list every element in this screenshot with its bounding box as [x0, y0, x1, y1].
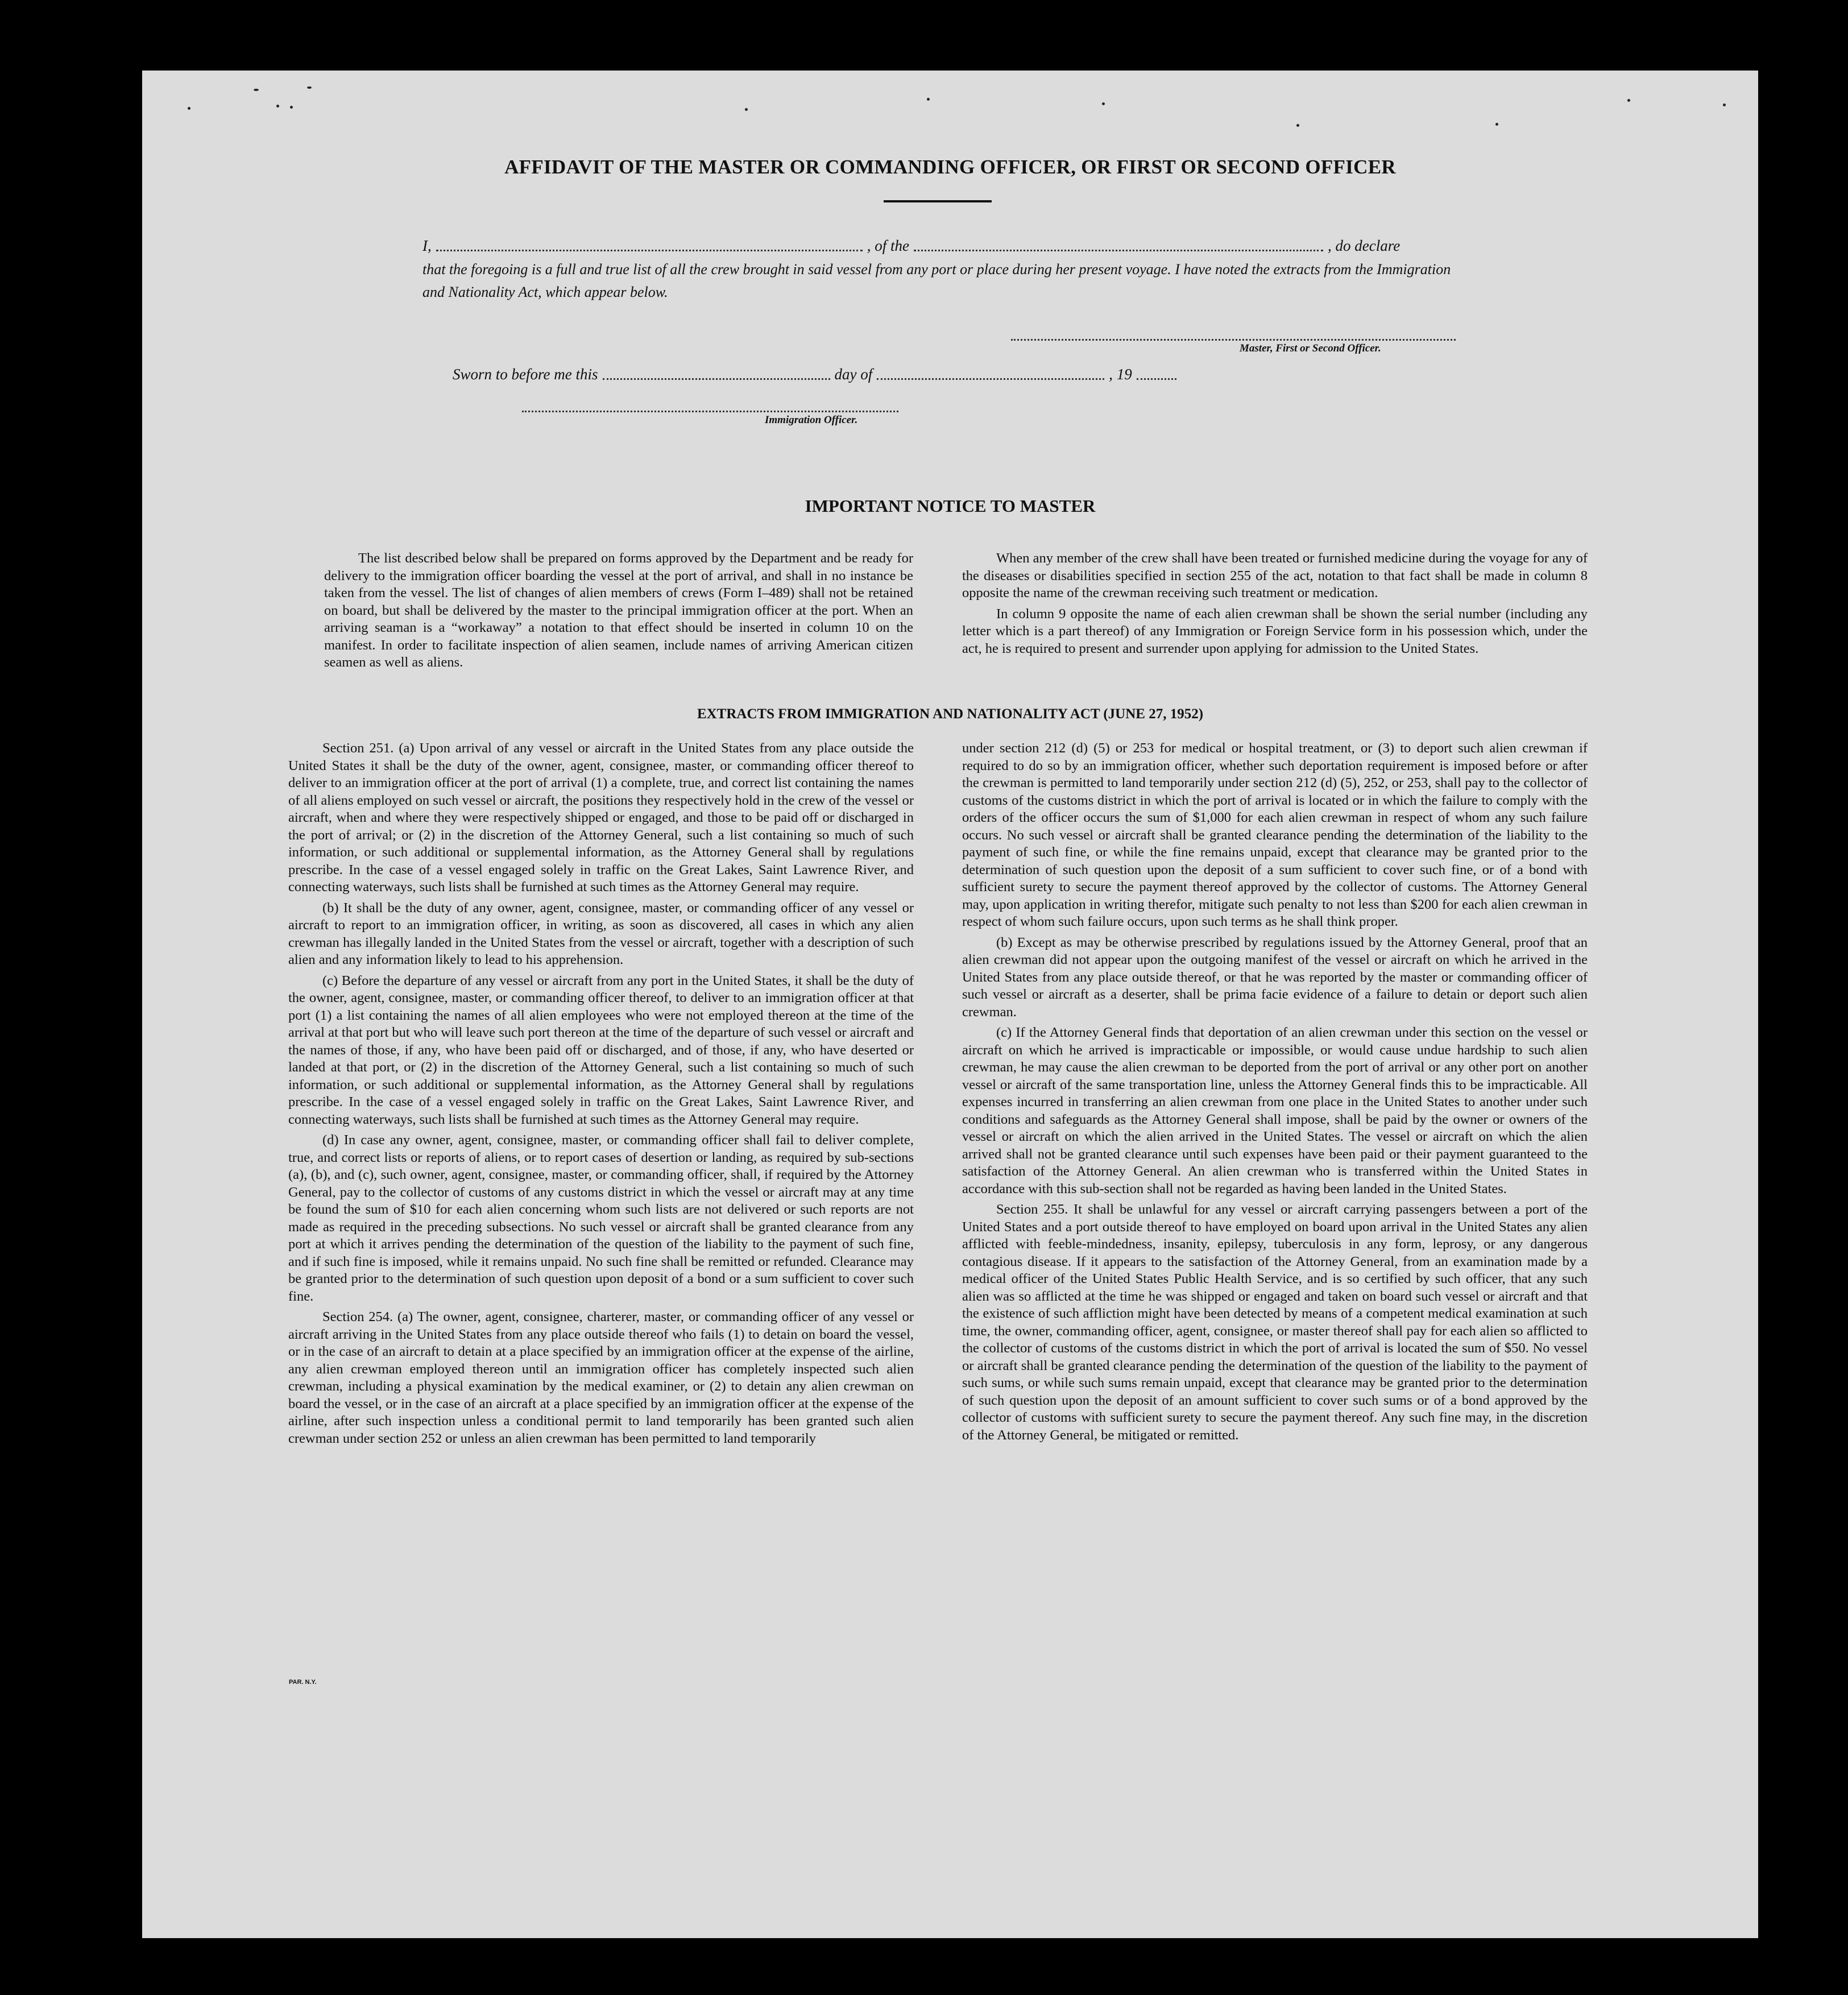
section-255: Section 255. It shall be unlawful for any vessel or aircraft carrying passengers between a port of the United States and a port outside thereof to have employed on board upon arrival in the United States any alien afflicted with feeble-mindedness, insanity, epilepsy, tuberculosis in any form, leprosy, or any dangerous contagious disease. If it appears to the satisfaction of the Attorney General, from an examination made by a medical officer of the United States Public Health Service, and is so certified by such officer, that any such alien was so afflicted at the time he was shipped or engaged and taken on board such vessel or aircraft and that the existence of such affliction might have been detected by means of a competent medical examination at such time, the owner, commanding officer, agent, consignee, or master thereof shall pay for each alien so afflicted to the collector of customs of the customs district in which the port of arrival is located the sum of $50. No vessel or aircraft shall be granted clearance pending the determination of the question of the liability to the payment of such sums, or while such sums remain unpaid, except that clearance may be granted prior to the determination of such question upon the deposit of an amount sufficient to cover such sums or of a bond approved by the collector of customs with sufficient surety to secure the payment thereof. Any such fine may, in the discretion of the Attorney General, be mitigated or remitted.	[962, 1202, 1588, 1443]
printer-mark: PAR. N.Y.	[289, 1679, 317, 1686]
vessel-field[interactable]	[914, 242, 1323, 251]
of-the-label: , of the	[867, 237, 909, 254]
year-label: , 19	[1109, 366, 1132, 383]
title-rule	[884, 200, 992, 202]
section-254a-continued: under section 212 (d) (5) or 253 for medical or hospital treatment, or (3) to deport such alien crewman if required to do so by an immigration officer, whether such deportation requirement is imposed before or after the crewman is permitted to land temporarily under section 212 (d) (5), 252, or 253, shall pay to the collector of customs of the customs district in which the port of arrival is located or in which the failure to comply with the orders of the officer occurs the sum of $1,000 for each alien crewman in respect of whom any such failure occurs. No such vessel or aircraft shall be granted clearance pending the determination of the liability to the payment of such fine, or while the fine remains unpaid, except that clearance may be granted prior to the determination of such question upon the deposit of a sum sufficient to cover such fine, or of a bond with sufficient surety to secure the payment thereof approved by the collector of customs. The Attorney General may, upon application in writing therefor, mitigate such penalty to not less than $200 for each alien crewman in respect of whom such failure occurs, upon such terms as he shall think proper.	[962, 740, 1588, 929]
declare-label: , do declare	[1328, 237, 1400, 254]
sworn-month-field[interactable]	[877, 370, 1104, 380]
form-page	[142, 71, 1758, 1938]
sworn-day-field[interactable]	[603, 370, 830, 380]
section-251c: (c) Before the departure of any vessel or aircraft from any port in the United States, it shall be the duty of the owner, agent, consignee, master, or commanding officer thereof, to deliver to an immigration officer at that port (1) a list containing the names of all alien employees who were not employed thereon at the time of the arrival at that port but who will leave such port thereon at the time of the departure of such vessel or aircraft and the names of those, if any, who have been paid off or discharged, and of those, if any, who have deserted or landed at that port, or (2) in the discretion of the Attorney General, such a list containing so much of such information, or such additional or supplemental information, as the Attorney General shall by regulations prescribe. In the case of a vessel engaged solely in traffic on the Great Lakes, Saint Lawrence River, and connecting waterways, such lists shall be furnished at such times as the Attorney General may require.	[288, 972, 914, 1127]
immigration-officer-signature-field[interactable]	[522, 411, 898, 412]
i-label: I,	[422, 237, 432, 254]
sworn-label: Sworn to before me this	[453, 366, 598, 383]
notice-paragraph: In column 9 opposite the name of each alien crewman shall be shown the serial number (including any letter which is a part thereof) of any Immigration or Foreign Service form in his possession which, under the act, he is required to present and surrender upon applying for admission to the United States.	[962, 606, 1588, 656]
notice-title: IMPORTANT NOTICE TO MASTER	[805, 496, 1096, 516]
notice-right-column	[962, 550, 1588, 661]
affidavit-body: that the foregoing is a full and true list of all the crew brought in said vessel from any port or place during her present voyage. I have noted the extracts from the Immigration and Nationality Act, which appear below.	[422, 261, 1451, 300]
sworn-line	[453, 361, 1226, 383]
section-251d: (d) In case any owner, agent, consignee, master, or commanding officer shall fail to deliver complete, true, and correct lists or reports of aliens, or to report cases of desertion or landing, as required by sub-sections (a), (b), and (c), such owner, agent, consignee, master, or commanding officer, shall, if required by the Attorney General, pay to the collector of customs of any customs district in which the vessel or aircraft may at any time be found the sum of $10 for each alien concerning whom such lists are not delivered or such reports are not made as required in the preceding subsections. No such vessel or aircraft shall be granted clearance from any port at which it arrives pending the determination of the question of the liability to the payment of such fine, and if such fine is imposed, while it remains unpaid. No such fine shall be remitted or refunded. Clearance may be granted prior to the determination of such question upon deposit of a bond or a sum sufficient to cover such fine.	[288, 1132, 914, 1304]
notice-paragraph: The list described below shall be prepared on forms approved by the Department and be ready for delivery to the immigration officer boarding the vessel at the port of arrival, and shall in no instance be taken from the vessel. The list of changes of alien members of crews (Form I–489) shall not be retained on board, but shall be delivered by the master to the principal immigration officer at the port. When an arriving seaman is a “workaway” a notation to that effect should be inserted in column 10 on the manifest. In order to facilitate inspection of alien seamen, include names of arriving American citizen seamen as well as aliens.	[324, 551, 913, 670]
declaration-line	[422, 230, 1457, 255]
section-254b: (b) Except as may be otherwise prescribed by regulations issued by the Attorney General, proof that an alien crewman did not appear upon the outgoing manifest of the vessel or aircraft on which he arrived in the United States from any place outside thereof, or that he was reported by the master or commanding officer of such vessel or aircraft as a deserter, shall be prima facie evidence of a failure to detain or deport such alien crewman.	[962, 934, 1588, 1020]
affidavit-title: AFFIDAVIT OF THE MASTER OR COMMANDING OFFICER, OR FIRST OR SECOND OFFICER	[504, 156, 1396, 178]
extracts-right-column	[962, 740, 1588, 1447]
day-of-label: day of	[834, 366, 873, 383]
section-254a: Section 254. (a) The owner, agent, consignee, charterer, master, or commanding officer of any vessel or aircraft arriving in the United States from any place outside thereof who fails (1) to detain on board the vessel, or in the case of an aircraft to detain at a place specified by an immigration officer at the expense of the airline, any alien crewman employed thereon until an immigration officer has completely inspected such alien crewman, including a physical examination by the medical examiner, or (2) to detain any alien crewman on board the vessel, or in the case of an aircraft at a place specified by an immigration officer at the expense of the airline, after such inspection unless a conditional permit to land temporarily has been granted such alien crewman under section 252 or unless an alien crewman has been permitted to land temporarily	[288, 1309, 914, 1446]
notice-left-column	[324, 550, 913, 675]
extracts-title: EXTRACTS FROM IMMIGRATION AND NATIONALITY ACT (JUNE 27, 1952)	[697, 706, 1204, 722]
master-signature-field[interactable]	[1011, 339, 1456, 341]
section-251b: (b) It shall be the duty of any owner, agent, consignee, master, or commanding officer of any vessel or aircraft to report to an immigration officer, in writing, as soon as discovered, all cases in which any alien crewman has illegally landed in the United States from the vessel or aircraft, together with a description of such alien and any information likely to lead to his apprehension.	[288, 900, 914, 967]
notice-paragraph: When any member of the crew shall have been treated or furnished medicine during the voyage for any of the diseases or disabilities specified in section 255 of the act, notation to that fact shall be made in column 8 opposite the name of the crewman receiving such treatment or medication.	[962, 551, 1588, 601]
section-254c: (c) If the Attorney General finds that deportation of an alien crewman under this section on the vessel or aircraft on which he arrived is impracticable or impossible, or would cause undue hardship to such alien crewman, he may cause the alien crewman to be deported from the port of arrival or any other port on another vessel or aircraft of the same transportation line, unless the Attorney General finds this to be impracticable. All expenses incurred in transferring an alien crewman from one place in the United States to another under such conditions and safeguards as the Attorney General shall impose, shall be paid by the owner or owners of the vessel or aircraft on which the alien arrived in the United States. The vessel or aircraft on which the alien arrived shall not be granted clearance until such expenses have been paid or their payment guaranteed to the satisfaction of the Attorney General. An alien crewman who is transferred within the United States in accordance with this sub-section shall not be regarded as having been landed in the United States.	[962, 1025, 1588, 1197]
sworn-year-field[interactable]	[1137, 370, 1176, 380]
name-field[interactable]	[436, 242, 863, 251]
section-251a: Section 251. (a) Upon arrival of any vessel or aircraft in the United States from any place outside the United States it shall be the duty of the owner, agent, consignee, master, or commanding officer thereof to deliver to an immigration officer at the port of arrival (1) a complete, true, and correct list containing the names of all aliens employed on such vessel or aircraft, the positions they respectively hold in the crew of the vessel or aircraft, when and where they were respectively shipped or engaged, and those to be paid off or discharged in the port of arrival; or (2) in the discretion of the Attorney General, such a list containing so much of such information, or such additional or supplemental information, as the Attorney General shall by regulations prescribe. In the case of a vessel engaged solely in traffic on the Great Lakes, Saint Lawrence River, and connecting waterways, such lists shall be furnished at such times as the Attorney General may require.	[288, 740, 914, 895]
extracts-left-column	[288, 740, 914, 1451]
immigration-officer-label: Immigration Officer.	[765, 414, 858, 426]
master-signature-label: Master, First or Second Officer.	[1240, 342, 1381, 354]
